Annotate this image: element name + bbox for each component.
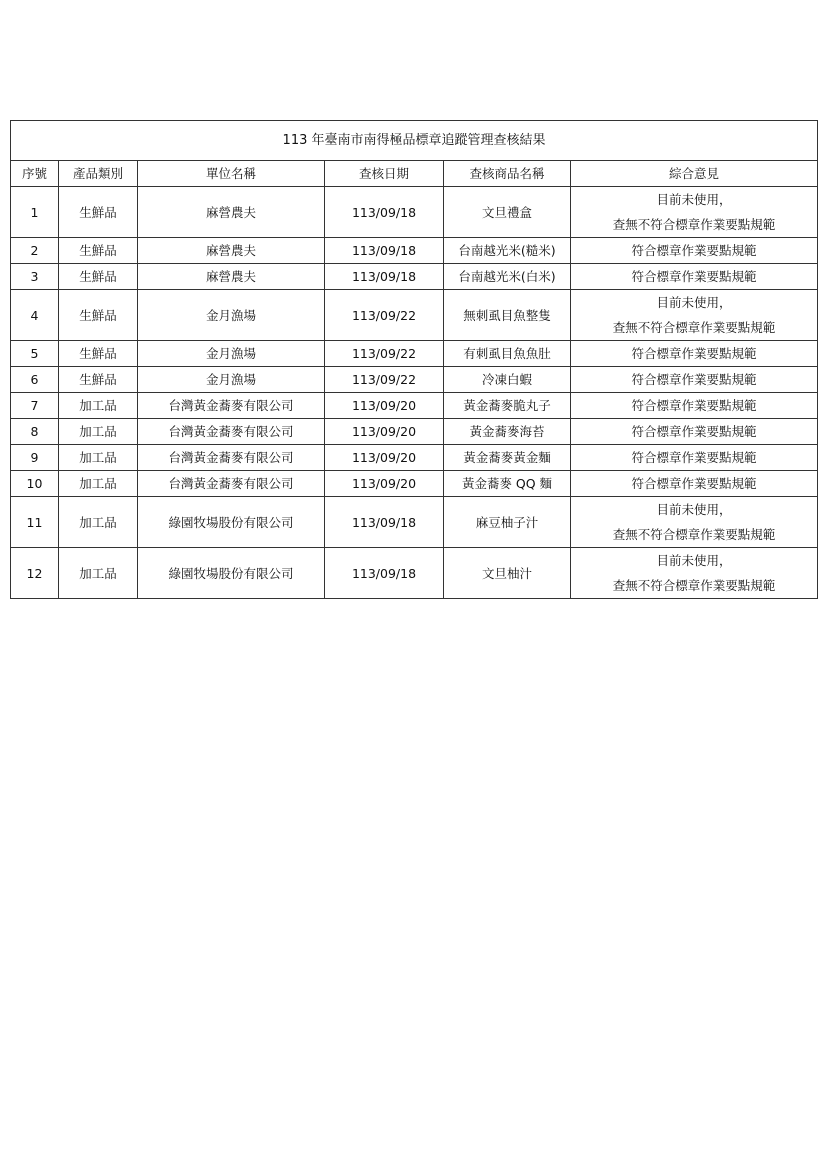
cell-inspection-date: 113/09/18 bbox=[325, 548, 444, 599]
cell-product-category: 加工品 bbox=[59, 497, 138, 548]
header-inspection-date: 查核日期 bbox=[325, 161, 444, 187]
cell-serial-number: 11 bbox=[11, 497, 59, 548]
cell-product-category: 生鮮品 bbox=[59, 238, 138, 264]
cell-serial-number: 5 bbox=[11, 341, 59, 367]
cell-serial-number: 9 bbox=[11, 445, 59, 471]
cell-overall-opinion bbox=[571, 548, 818, 599]
cell-inspection-date: 113/09/22 bbox=[325, 367, 444, 393]
cell-product-category: 生鮮品 bbox=[59, 341, 138, 367]
cell-unit-name: 麻營農夫 bbox=[138, 238, 325, 264]
table-title: 113 年臺南市南得極品標章追蹤管理查核結果 bbox=[11, 121, 818, 161]
cell-overall-opinion: 符合標章作業要點規範 bbox=[571, 341, 818, 367]
cell-overall-opinion: 符合標章作業要點規範 bbox=[571, 419, 818, 445]
cell-serial-number: 4 bbox=[11, 290, 59, 341]
cell-unit-name: 金月漁場 bbox=[138, 367, 325, 393]
header-unit-name: 單位名稱 bbox=[138, 161, 325, 187]
cell-overall-opinion: 符合標章作業要點規範 bbox=[571, 393, 818, 419]
cell-unit-name: 麻營農夫 bbox=[138, 264, 325, 290]
cell-serial-number: 2 bbox=[11, 238, 59, 264]
table-row bbox=[11, 497, 818, 548]
cell-unit-name: 綠園牧場股份有限公司 bbox=[138, 497, 325, 548]
cell-product-name: 麻豆柚子汁 bbox=[444, 497, 571, 548]
cell-serial-number: 12 bbox=[11, 548, 59, 599]
opinion-line: 查無不符合標章作業要點規範 bbox=[612, 217, 776, 232]
cell-inspection-date: 113/09/20 bbox=[325, 393, 444, 419]
cell-product-name: 黃金蕎麥黃金麵 bbox=[444, 445, 571, 471]
table-row bbox=[11, 393, 818, 419]
cell-product-category: 生鮮品 bbox=[59, 187, 138, 238]
table-row bbox=[11, 290, 818, 341]
cell-unit-name: 麻營農夫 bbox=[138, 187, 325, 238]
cell-serial-number: 7 bbox=[11, 393, 59, 419]
header-product-name: 查核商品名稱 bbox=[444, 161, 571, 187]
header-overall-opinion: 綜合意見 bbox=[571, 161, 818, 187]
table-row bbox=[11, 341, 818, 367]
cell-product-name: 文旦禮盒 bbox=[444, 187, 571, 238]
table-row bbox=[11, 471, 818, 497]
cell-unit-name: 金月漁場 bbox=[138, 290, 325, 341]
cell-overall-opinion: 符合標章作業要點規範 bbox=[571, 471, 818, 497]
cell-unit-name: 台灣黃金蕎麥有限公司 bbox=[138, 471, 325, 497]
cell-product-category: 加工品 bbox=[59, 471, 138, 497]
cell-overall-opinion: 符合標章作業要點規範 bbox=[571, 445, 818, 471]
cell-inspection-date: 113/09/18 bbox=[325, 497, 444, 548]
opinion-line: 目前未使用， bbox=[656, 502, 732, 517]
cell-serial-number: 3 bbox=[11, 264, 59, 290]
cell-overall-opinion: 符合標章作業要點規範 bbox=[571, 367, 818, 393]
cell-product-category: 生鮮品 bbox=[59, 367, 138, 393]
cell-overall-opinion: 符合標章作業要點規範 bbox=[571, 238, 818, 264]
cell-unit-name: 綠園牧場股份有限公司 bbox=[138, 548, 325, 599]
opinion-line: 查無不符合標章作業要點規範 bbox=[612, 320, 776, 335]
opinion-line: 目前未使用， bbox=[656, 192, 732, 207]
opinion-line: 目前未使用， bbox=[656, 553, 732, 568]
cell-overall-opinion: 符合標章作業要點規範 bbox=[571, 264, 818, 290]
cell-serial-number: 1 bbox=[11, 187, 59, 238]
cell-overall-opinion bbox=[571, 187, 818, 238]
table-row bbox=[11, 238, 818, 264]
cell-product-category: 加工品 bbox=[59, 548, 138, 599]
cell-serial-number: 6 bbox=[11, 367, 59, 393]
table-row bbox=[11, 445, 818, 471]
cell-inspection-date: 113/09/20 bbox=[325, 445, 444, 471]
table-row bbox=[11, 419, 818, 445]
cell-product-name: 黃金蕎麥 QQ 麵 bbox=[444, 471, 571, 497]
cell-product-name: 無刺虱目魚整隻 bbox=[444, 290, 571, 341]
cell-unit-name: 金月漁場 bbox=[138, 341, 325, 367]
table-row bbox=[11, 548, 818, 599]
cell-overall-opinion bbox=[571, 290, 818, 341]
inspection-results-table bbox=[10, 120, 818, 599]
cell-inspection-date: 113/09/18 bbox=[325, 264, 444, 290]
cell-inspection-date: 113/09/22 bbox=[325, 341, 444, 367]
cell-inspection-date: 113/09/18 bbox=[325, 187, 444, 238]
opinion-line: 查無不符合標章作業要點規範 bbox=[612, 578, 776, 593]
cell-product-name: 文旦柚汁 bbox=[444, 548, 571, 599]
cell-inspection-date: 113/09/18 bbox=[325, 238, 444, 264]
header-row bbox=[11, 161, 818, 187]
table-row bbox=[11, 264, 818, 290]
cell-product-name: 黃金蕎麥海苔 bbox=[444, 419, 571, 445]
opinion-line: 查無不符合標章作業要點規範 bbox=[612, 527, 776, 542]
cell-inspection-date: 113/09/20 bbox=[325, 419, 444, 445]
cell-product-name: 台南越光米(糙米) bbox=[444, 238, 571, 264]
cell-product-name: 台南越光米(白米) bbox=[444, 264, 571, 290]
header-product-category: 產品類別 bbox=[59, 161, 138, 187]
cell-product-category: 加工品 bbox=[59, 393, 138, 419]
cell-product-name: 有刺虱目魚魚肚 bbox=[444, 341, 571, 367]
cell-serial-number: 8 bbox=[11, 419, 59, 445]
cell-product-category: 生鮮品 bbox=[59, 290, 138, 341]
cell-inspection-date: 113/09/22 bbox=[325, 290, 444, 341]
cell-product-category: 加工品 bbox=[59, 419, 138, 445]
cell-unit-name: 台灣黃金蕎麥有限公司 bbox=[138, 445, 325, 471]
cell-product-name: 冷凍白蝦 bbox=[444, 367, 571, 393]
cell-unit-name: 台灣黃金蕎麥有限公司 bbox=[138, 419, 325, 445]
cell-product-category: 生鮮品 bbox=[59, 264, 138, 290]
table-row bbox=[11, 187, 818, 238]
cell-unit-name: 台灣黃金蕎麥有限公司 bbox=[138, 393, 325, 419]
table-row bbox=[11, 367, 818, 393]
header-serial-number: 序號 bbox=[11, 161, 59, 187]
cell-product-name: 黃金蕎麥脆丸子 bbox=[444, 393, 571, 419]
cell-product-category: 加工品 bbox=[59, 445, 138, 471]
cell-serial-number: 10 bbox=[11, 471, 59, 497]
cell-inspection-date: 113/09/20 bbox=[325, 471, 444, 497]
opinion-line: 目前未使用， bbox=[656, 295, 732, 310]
cell-overall-opinion bbox=[571, 497, 818, 548]
